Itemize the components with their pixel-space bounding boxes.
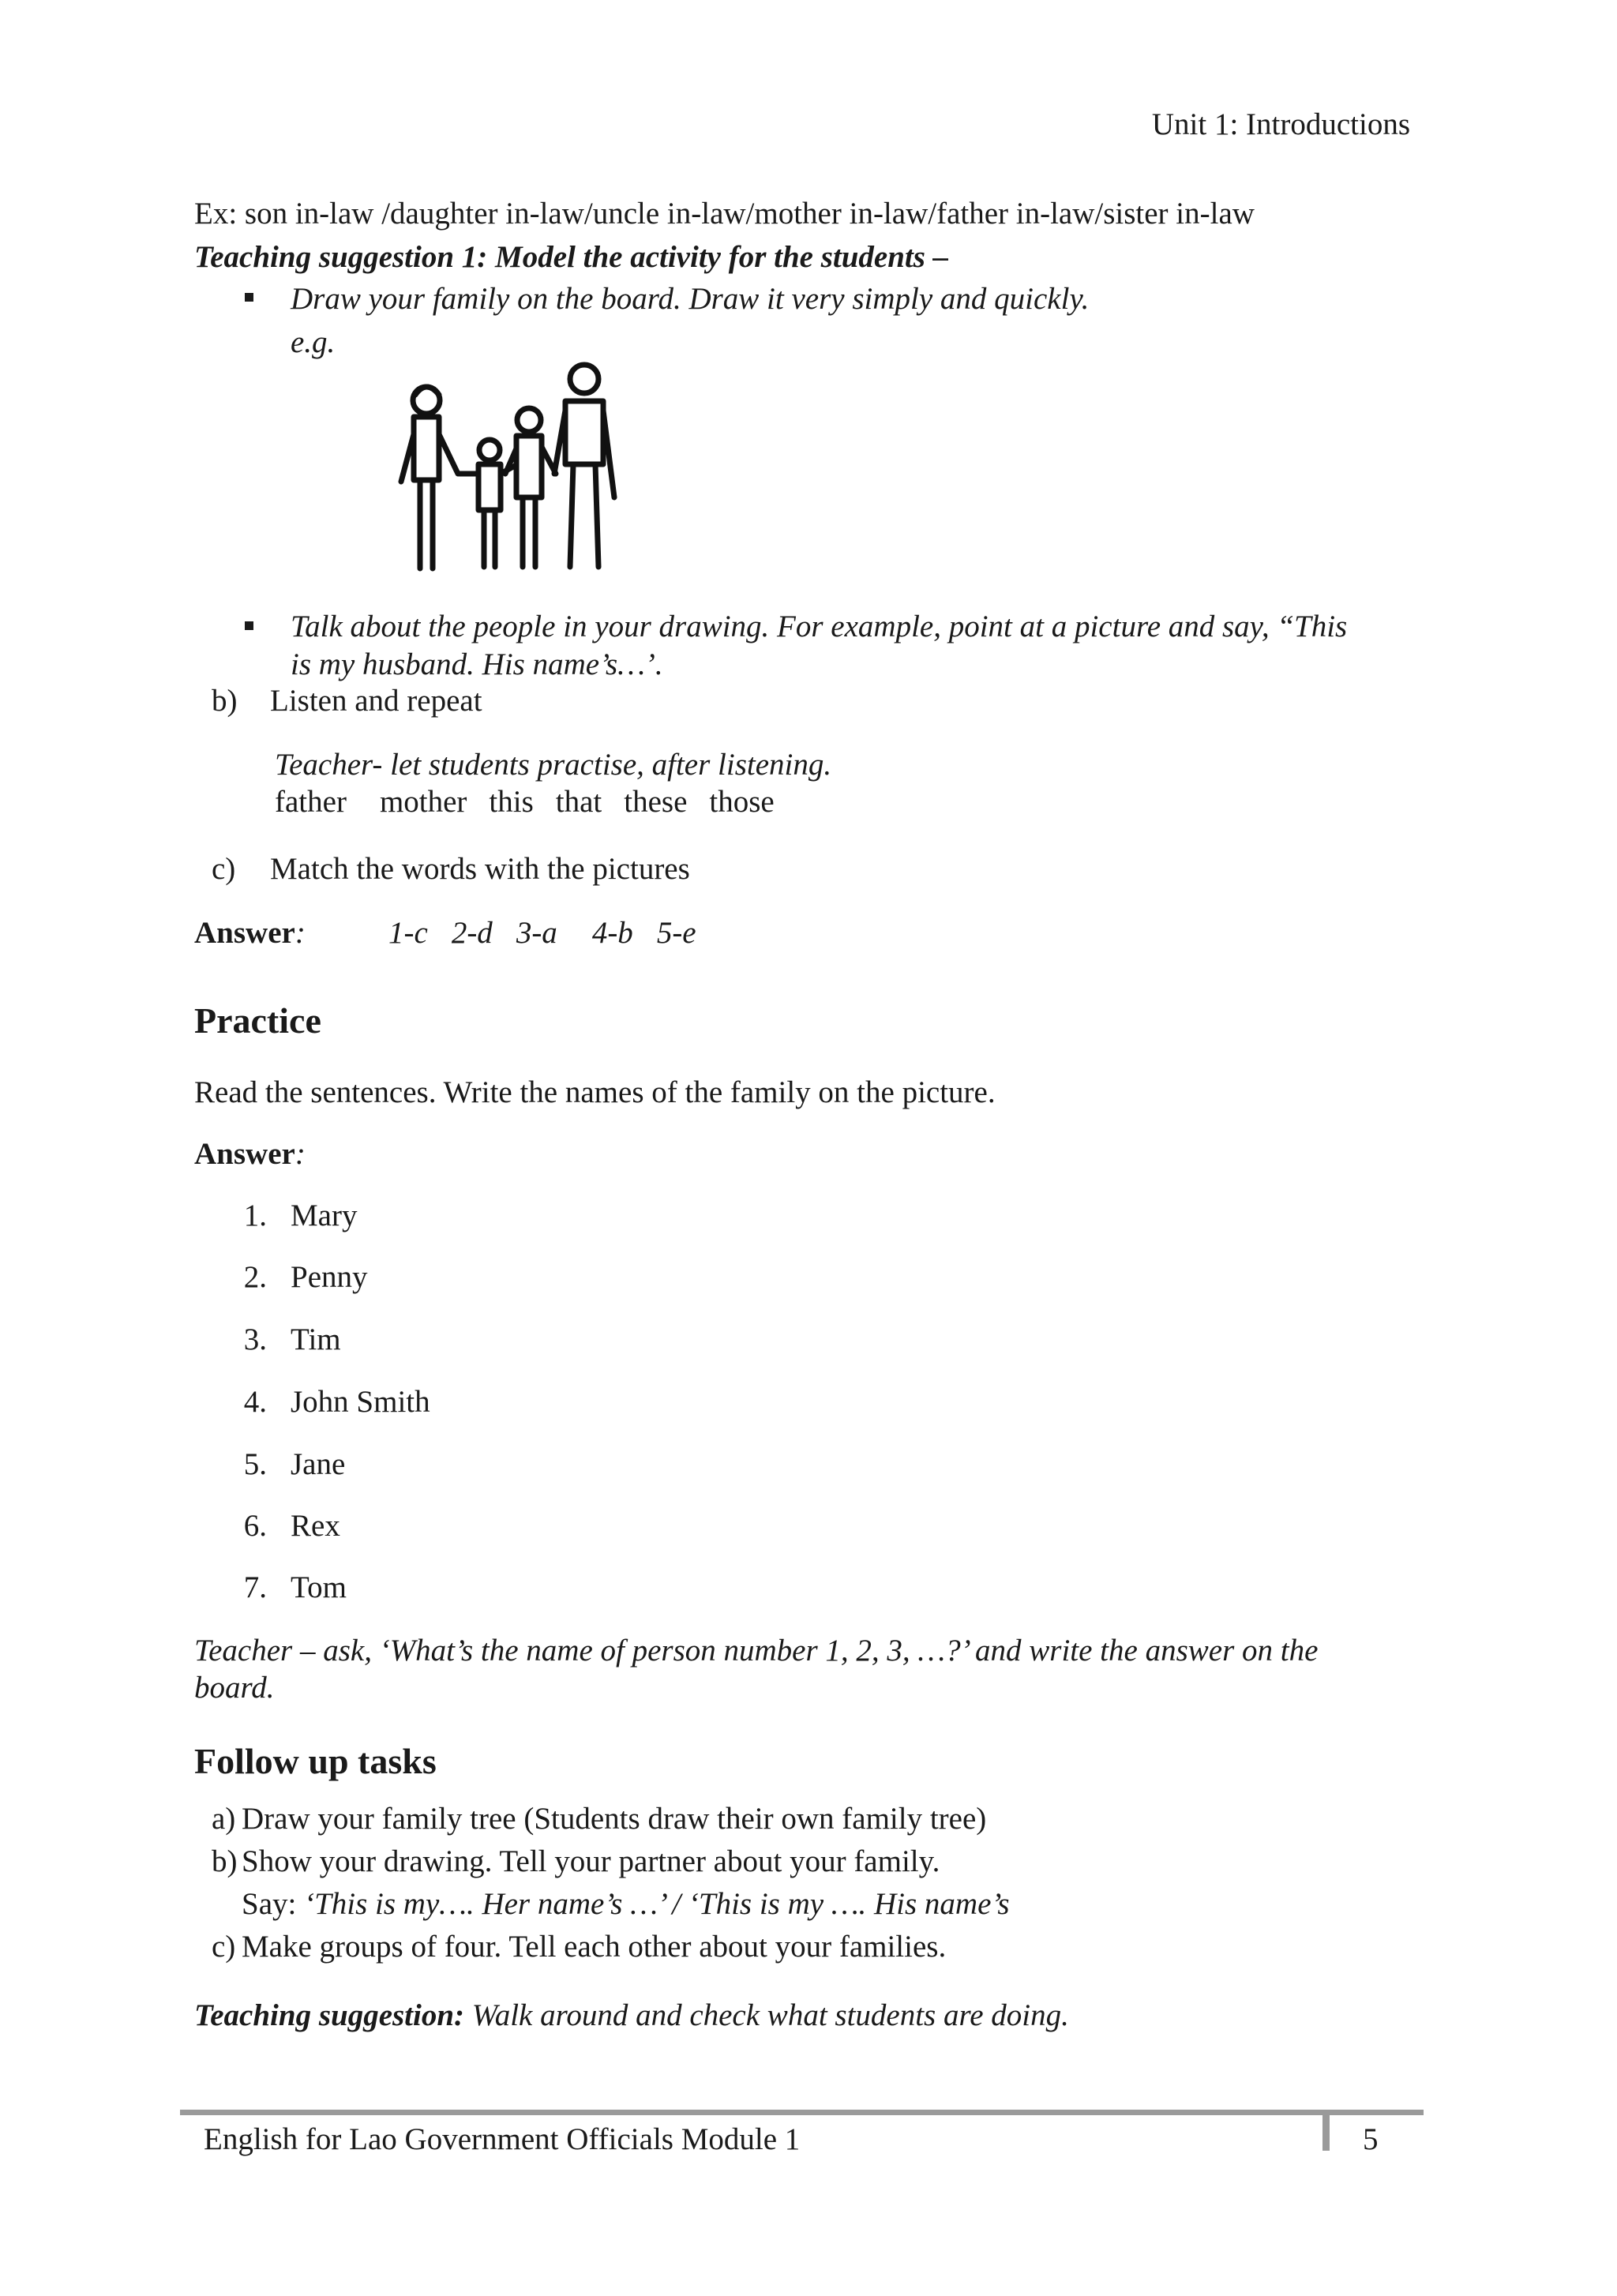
vocab-word: mother <box>379 785 467 819</box>
practice-teacher-note-line-1: Teacher – ask, ‘What’s the name of person number 1, 2, 3, …?’ and write the answer on the <box>194 1634 1319 1668</box>
family-drawing <box>387 355 624 576</box>
list-item: 1. Mary <box>243 1199 358 1232</box>
match-answers <box>388 914 696 952</box>
page-number: 5 <box>1363 2122 1379 2156</box>
bullet-talk-line-1: Talk about the people in your drawing. For example, point at a picture and say, “This <box>291 610 1348 643</box>
vocab-word: these <box>624 785 688 819</box>
bullet-talk-line-2: is my husband. His name’s…’. <box>291 647 663 681</box>
task-marker: b) <box>212 1844 238 1878</box>
list-item: 4. John Smith <box>243 1385 430 1419</box>
practice-teacher-note-line-2: board. <box>194 1671 275 1705</box>
answer-pair: 3-a <box>516 916 557 950</box>
answer-pair: 5-e <box>656 916 696 950</box>
section-c-marker: c) <box>212 852 236 886</box>
bullet-draw-family: Draw your family on the board. Draw it very simply and quickly. <box>291 282 1090 316</box>
say-line: Say: ‘This is my…. Her name’s …’ / ‘This is my …. His name’s <box>242 1887 1010 1921</box>
list-item: 5. Jane <box>243 1447 346 1481</box>
bullet-marker <box>245 293 253 302</box>
footer-module-title: English for Lao Government Officials Module 1 <box>204 2122 801 2156</box>
list-item: 3. Tim <box>243 1322 341 1356</box>
follow-up-heading: Follow up tasks <box>194 1741 437 1781</box>
practice-instruction: Read the sentences. Write the names of the family on the picture. <box>194 1075 996 1109</box>
unit-title: Unit 1: Introductions <box>1151 107 1410 141</box>
section-b-marker: b) <box>212 684 238 718</box>
task-text: Draw your family tree (Students draw their own family tree) <box>242 1802 987 1836</box>
bullet-marker <box>245 621 253 630</box>
vocab-word: this <box>489 785 534 819</box>
vocab-word: that <box>555 785 602 819</box>
task-text: Make groups of four. Tell each other about your families. <box>242 1930 947 1964</box>
practice-heading: Practice <box>194 1000 321 1041</box>
eg-label: e.g. <box>291 325 336 359</box>
teaching-suggestion-1: Teaching suggestion 1: Model the activity for the students – <box>194 240 949 274</box>
task-marker: c) <box>212 1930 236 1964</box>
footer-rule <box>180 2110 1424 2115</box>
answer-pair: 2-d <box>451 916 493 950</box>
answer-pair: 4-b <box>591 916 633 950</box>
task-text: Show your drawing. Tell your partner about your family. <box>242 1844 940 1878</box>
listen-teacher-note: Teacher- let students practise, after listening. <box>275 748 832 782</box>
example-line: Ex: son in-law /daughter in-law/uncle in-law/mother in-law/father in-law/sister in-law <box>194 197 1255 231</box>
task-marker: a) <box>212 1802 236 1836</box>
vocab-word: those <box>709 785 775 819</box>
list-item: 6. Rex <box>243 1509 340 1543</box>
list-item: 2. Penny <box>243 1260 368 1294</box>
section-c-title: Match the words with the pictures <box>270 852 690 886</box>
vocab-word: father <box>275 785 347 819</box>
list-item: 7. Tom <box>243 1570 347 1604</box>
section-b-title: Listen and repeat <box>270 684 482 718</box>
answer-pair: 1-c <box>388 916 428 950</box>
match-answer-label: Answer: <box>194 916 306 950</box>
footer-tick <box>1322 2110 1330 2151</box>
practice-answer-label: Answer: <box>194 1137 306 1171</box>
vocabulary-words <box>275 783 775 821</box>
teaching-suggestion-2: Teaching suggestion: Walk around and check what students are doing. <box>194 1998 1069 2032</box>
